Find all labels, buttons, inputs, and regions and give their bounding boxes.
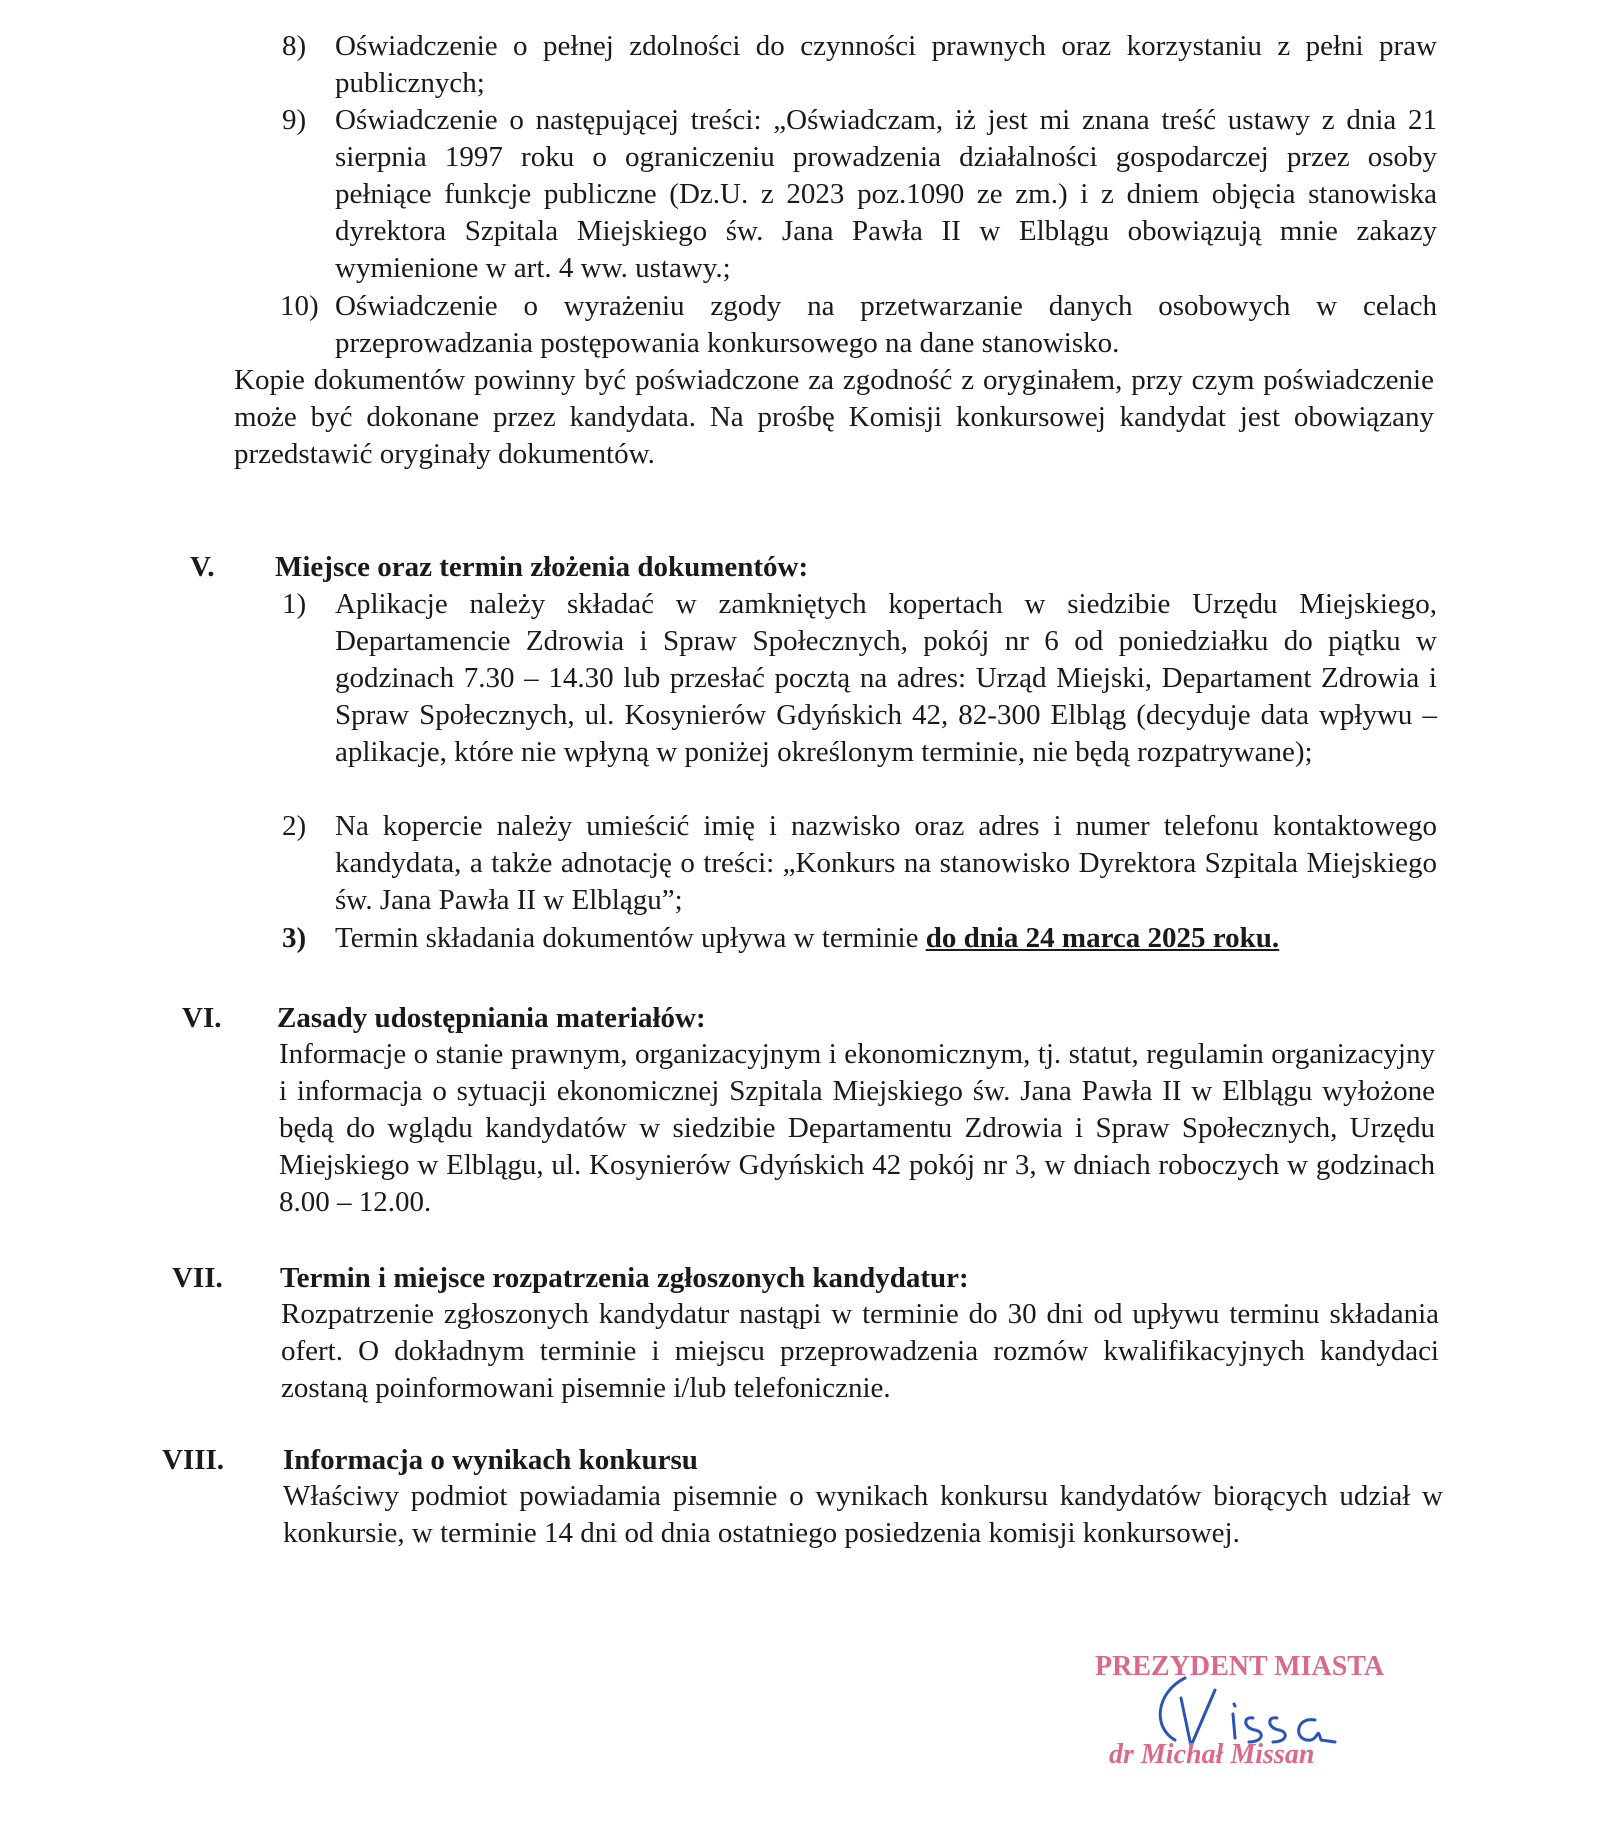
section-viii-body: Właściwy podmiot powiadamia pisemnie o wynikach konkursu kandydatów biorących udział w konkursie, w terminie 14 dni od dnia ostatniego posiedzenia komisji konkursowej. [283, 1480, 1443, 1549]
list-text: Oświadczenie o pełnej zdolności do czynności prawnych oraz korzystaniu z pełni praw publicznych; [335, 30, 1437, 99]
section-vi-title: Zasady udostępniania materiałów: [277, 1002, 706, 1034]
list-item-8 [282, 28, 1437, 102]
list-text [335, 920, 1437, 957]
stamp-title: PREZYDENT MIASTA [1095, 1651, 1385, 1682]
section-vi-number: VI. [182, 1002, 222, 1034]
copies-paragraph: Kopie dokumentów powinny być poświadczone za zgodność z oryginałem, przy czym poświadczenie może być dokonane przez kandydata. Na prośbę Komisji konkursowej kandydat jest obowiązany przedstawić oryginały dokumentów. [234, 364, 1434, 470]
list-number: 1) [282, 588, 307, 620]
list-number: 10) [280, 290, 319, 322]
section-v-title: Miejsce oraz termin złożenia dokumentów: [275, 551, 809, 583]
section-vii-body: Rozpatrzenie zgłoszonych kandydatur nastąpi w terminie do 30 dni od upływu terminu składania ofert. O dokładnym terminie i miejscu przeprowadzenia rozmów kwalifikacyjnych kandydaci zostaną poinformowani pisemnie i/lub telefonicznie. [281, 1298, 1439, 1404]
stamp-name: dr Michał Missan [1109, 1739, 1315, 1770]
section-vi-body: Informacje o stanie prawnym, organizacyjnym i ekonomicznym, tj. statut, regulamin organizacyjny i informacja o sytuacji ekonomicznej Szpitala Miejskiego św. Jana Pawła II w Elblągu wyłożone będą do wglądu kandydatów w siedzibie Departamentu Zdrowia i Spraw Społecznych, Urzędu Miejskiego w Elblągu, ul. Kosynierów Gdyńskich 42 pokój nr 3, w dniach roboczych w godzinach 8.00 – 12.00. [279, 1038, 1435, 1218]
deadline-date: do dnia 24 marca 2025 roku. [925, 922, 1280, 954]
list-number: 3) [282, 922, 307, 954]
section-v-number: V. [190, 551, 215, 583]
list-text: Oświadczenie o wyrażeniu zgody na przetwarzanie danych osobowych w celach przeprowadzania postępowania konkursowego na dane stanowisko. [335, 290, 1437, 359]
section-vii-title: Termin i miejsce rozpatrzenia zgłoszonych kandydatur: [280, 1262, 969, 1294]
list-item-9 [282, 102, 1437, 288]
section-viii-number: VIII. [162, 1444, 225, 1476]
president-stamp [1095, 1648, 1395, 1798]
list-item-10 [282, 288, 1437, 362]
deadline-intro: Termin składania dokumentów upływa w terminie [335, 922, 926, 954]
list-text: Na kopercie należy umieścić imię i nazwisko oraz adres i numer telefonu kontaktowego kandydata, a także adnotację o treści: „Konkurs na stanowisko Dyrektora Szpitala Miejskiego św. Jana Pawła II w Elblągu”; [335, 810, 1437, 916]
list-number: 8) [282, 30, 307, 62]
list-text: Aplikacje należy składać w zamkniętych kopertach w siedzibie Urzędu Miejskiego, Departamencie Zdrowia i Spraw Społecznych, pokój nr 6 od poniedziałku do piątku w godzinach 7.30 – 14.30 lub przesłać pocztą na adres: Urząd Miejski, Departament Zdrowia i Spraw Społecznych, ul. Kosynierów Gdyńskich 42, 82-300 Elbląg (decyduje data wpływu – aplikacje, które nie wpłyną w poniżej określonym terminie, nie będą rozpatrywane); [335, 588, 1437, 768]
list-text: Oświadczenie o następującej treści: „Oświadczam, iż jest mi znana treść ustawy z dnia 21 sierpnia 1997 roku o ograniczeniu prowadzenia działalności gospodarczej przez osoby pełniące funkcje publiczne (Dz.U. z 2023 poz.1090 ze zm.) i z dniem objęcia stanowiska dyrektora Szpitala Miejskiego św. Jana Pawła II w Elblągu obowiązują mnie zakazy wymienione w art. 4 ww. ustawy.; [335, 104, 1437, 284]
list-number: 9) [282, 104, 307, 136]
list-number: 2) [282, 810, 307, 842]
section-viii-title: Informacja o wynikach konkursu [283, 1444, 698, 1476]
section-vii-number: VII. [172, 1262, 223, 1294]
